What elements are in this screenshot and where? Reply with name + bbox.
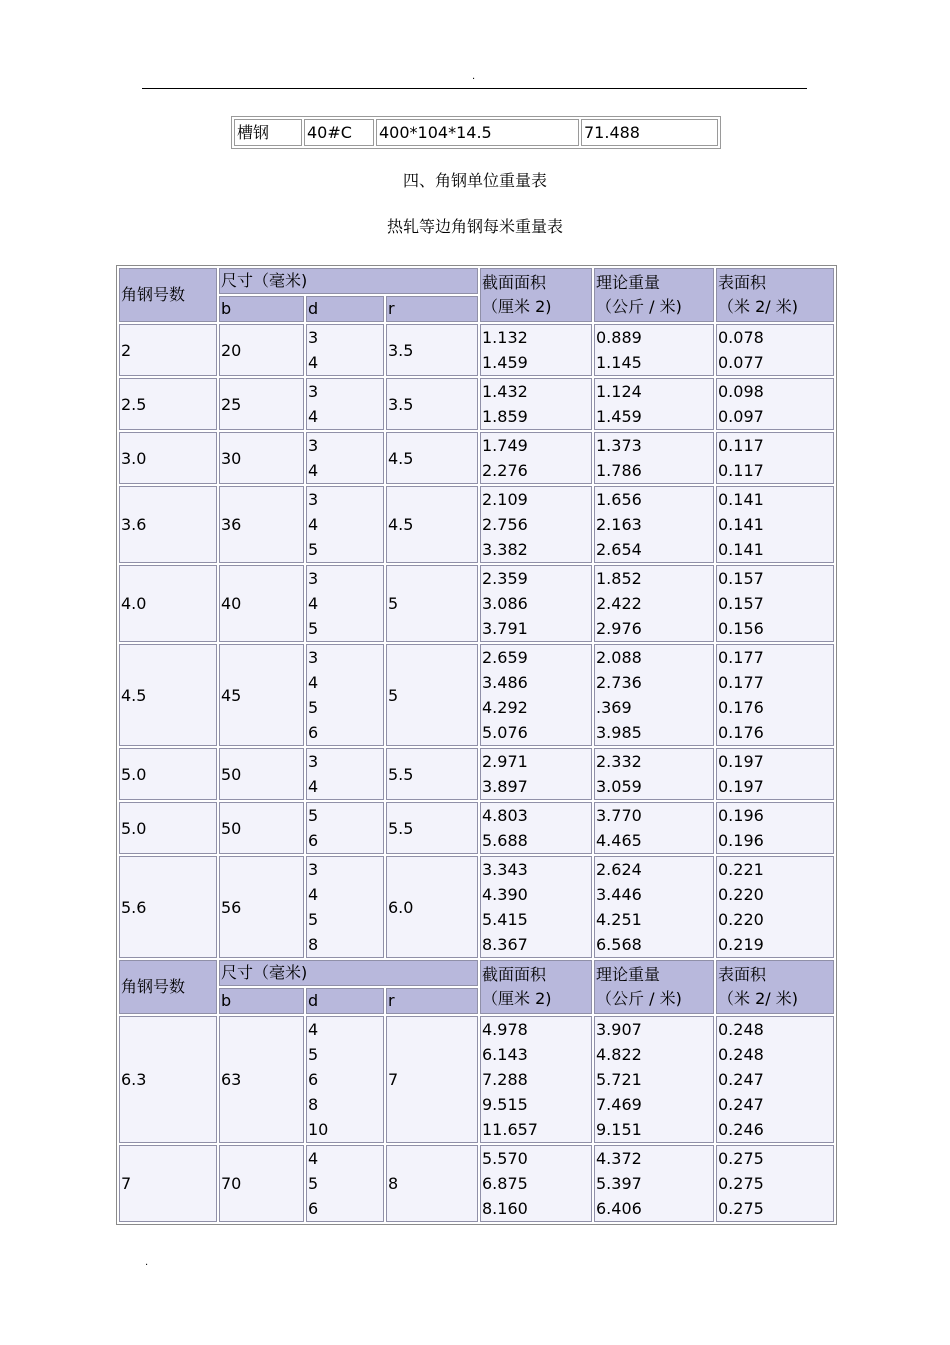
d-cell-value: 5 [308, 806, 319, 825]
weight-cell-value: 2.654 [596, 540, 642, 559]
header-size: 尺寸（毫米) [219, 268, 478, 294]
weight-cell-value: 4.372 [596, 1149, 642, 1168]
channel-weight-cell: 71.488 [581, 119, 718, 146]
angle-number-cell: 4.0 [119, 565, 217, 642]
weight-cell-value: 3.446 [596, 885, 642, 904]
d-cell-value: 3 [308, 436, 319, 455]
header-r: r [386, 988, 478, 1014]
surface-cell-value: 0.157 [718, 594, 764, 613]
d-cell-value: 4 [308, 407, 319, 426]
d-cell [306, 1016, 384, 1143]
weight-cell-value: 2.088 [596, 648, 642, 667]
area-cell-value: 3.086 [482, 594, 528, 613]
d-cell-value: 5 [308, 1045, 319, 1064]
area-cell [480, 378, 592, 430]
header-weight-line: （公斤 / 米) [596, 989, 682, 1008]
surface-cell [716, 324, 834, 376]
table-row [119, 486, 834, 563]
d-cell-value: 8 [308, 1095, 319, 1114]
d-cell [306, 378, 384, 430]
weight-cell-value: 2.163 [596, 515, 642, 534]
surface-cell-value: 0.078 [718, 328, 764, 347]
weight-cell [594, 486, 714, 563]
header-area-line: 截面面积 [482, 965, 547, 984]
header-area-line: （厘米 2) [482, 989, 552, 1008]
area-cell-value: 9.515 [482, 1095, 528, 1114]
surface-cell [716, 432, 834, 484]
area-cell-value: 3.791 [482, 619, 528, 638]
d-cell-value: 4 [308, 353, 319, 372]
area-cell [480, 802, 592, 854]
header-area [480, 268, 592, 322]
header-surface [716, 960, 834, 1014]
area-cell-value: 4.978 [482, 1020, 528, 1039]
d-cell [306, 324, 384, 376]
surface-cell-value: 0.196 [718, 806, 764, 825]
b-cell: 70 [219, 1145, 304, 1222]
table-header-row [119, 268, 834, 294]
area-cell-value: 2.659 [482, 648, 528, 667]
d-cell [306, 856, 384, 958]
area-cell-value: 5.415 [482, 910, 528, 929]
b-cell: 50 [219, 748, 304, 800]
header-area-line: 截面面积 [482, 273, 547, 292]
header-weight [594, 268, 714, 322]
area-cell [480, 432, 592, 484]
weight-cell-value: 9.151 [596, 1120, 642, 1139]
area-cell-value: 2.756 [482, 515, 528, 534]
weight-cell-value: 0.889 [596, 328, 642, 347]
r-cell: 5 [386, 644, 478, 746]
surface-cell-value: 0.246 [718, 1120, 764, 1139]
surface-cell [716, 565, 834, 642]
header-weight-line: （公斤 / 米) [596, 297, 682, 316]
surface-cell-value: 0.219 [718, 935, 764, 954]
r-cell: 3.5 [386, 378, 478, 430]
header-surface [716, 268, 834, 322]
d-cell [306, 565, 384, 642]
d-cell [306, 802, 384, 854]
d-cell-value: 5 [308, 910, 319, 929]
d-cell-value: 4 [308, 515, 319, 534]
area-cell-value: 11.657 [482, 1120, 538, 1139]
surface-cell-value: 0.177 [718, 648, 764, 667]
r-cell: 5 [386, 565, 478, 642]
angle-number-cell: 2.5 [119, 378, 217, 430]
surface-cell-value: 0.156 [718, 619, 764, 638]
footer-dot: . [145, 1257, 149, 1268]
area-cell-value: 2.359 [482, 569, 528, 588]
r-cell: 7 [386, 1016, 478, 1143]
d-cell-value: 3 [308, 490, 319, 509]
header-weight-line: 理论重量 [596, 965, 661, 984]
angle-number-cell: 3.6 [119, 486, 217, 563]
d-cell-value: 6 [308, 831, 319, 850]
area-cell-value: 2.971 [482, 752, 528, 771]
area-cell-value: 6.143 [482, 1045, 528, 1064]
header-surface-line: 表面积 [718, 273, 767, 292]
d-cell-value: 4 [308, 885, 319, 904]
d-cell-value: 5 [308, 619, 319, 638]
weight-cell-value: 6.568 [596, 935, 642, 954]
header-surface-line: （米 2/ 米) [718, 989, 798, 1008]
surface-cell [716, 644, 834, 746]
area-cell-value: 1.859 [482, 407, 528, 426]
weight-cell-value: 4.465 [596, 831, 642, 850]
surface-cell [716, 802, 834, 854]
area-cell-value: 2.109 [482, 490, 528, 509]
table-row [119, 856, 834, 958]
angle-number-cell: 5.0 [119, 802, 217, 854]
surface-cell-value: 0.196 [718, 831, 764, 850]
surface-cell-value: 0.221 [718, 860, 764, 879]
header-b: b [219, 988, 304, 1014]
weight-cell [594, 324, 714, 376]
b-cell: 25 [219, 378, 304, 430]
b-cell: 30 [219, 432, 304, 484]
angle-number-cell: 2 [119, 324, 217, 376]
area-cell-value: 3.897 [482, 777, 528, 796]
surface-cell-value: 0.098 [718, 382, 764, 401]
b-cell: 50 [219, 802, 304, 854]
header-d: d [306, 988, 384, 1014]
weight-cell-value: 3.985 [596, 723, 642, 742]
weight-cell [594, 748, 714, 800]
area-cell-value: 1.749 [482, 436, 528, 455]
d-cell [306, 644, 384, 746]
d-cell-value: 4 [308, 461, 319, 480]
header-rule [142, 88, 807, 89]
area-cell [480, 565, 592, 642]
weight-cell-value: 3.770 [596, 806, 642, 825]
surface-cell-value: 0.117 [718, 436, 764, 455]
table-row [119, 748, 834, 800]
b-cell: 40 [219, 565, 304, 642]
weight-cell-value: 1.852 [596, 569, 642, 588]
weight-cell-value: 1.459 [596, 407, 642, 426]
area-cell-value: 8.367 [482, 935, 528, 954]
d-cell [306, 748, 384, 800]
r-cell: 8 [386, 1145, 478, 1222]
b-cell: 45 [219, 644, 304, 746]
table-header-row [119, 960, 834, 986]
r-cell: 5.5 [386, 802, 478, 854]
channel-model-cell: 40#C [304, 119, 374, 146]
r-cell: 3.5 [386, 324, 478, 376]
area-cell-value: 7.288 [482, 1070, 528, 1089]
channel-steel-table [231, 116, 721, 149]
weight-cell-value: .369 [596, 698, 632, 717]
d-cell-value: 5 [308, 1174, 319, 1193]
angle-steel-weight-table [116, 265, 837, 1225]
weight-cell-value: 2.976 [596, 619, 642, 638]
header-dot: . [472, 71, 476, 82]
angle-number-cell: 4.5 [119, 644, 217, 746]
weight-cell-value: 5.397 [596, 1174, 642, 1193]
d-cell-value: 4 [308, 777, 319, 796]
d-cell-value: 3 [308, 648, 319, 667]
weight-cell-value: 5.721 [596, 1070, 642, 1089]
area-cell-value: 4.803 [482, 806, 528, 825]
surface-cell-value: 0.247 [718, 1070, 764, 1089]
surface-cell-value: 0.275 [718, 1199, 764, 1218]
d-cell-value: 4 [308, 594, 319, 613]
angle-number-cell: 6.3 [119, 1016, 217, 1143]
d-cell-value: 4 [308, 673, 319, 692]
table-row [119, 565, 834, 642]
surface-cell-value: 0.141 [718, 515, 764, 534]
area-cell-value: 2.276 [482, 461, 528, 480]
weight-cell-value: 2.624 [596, 860, 642, 879]
surface-cell-value: 0.220 [718, 885, 764, 904]
d-cell-value: 5 [308, 698, 319, 717]
surface-cell-value: 0.220 [718, 910, 764, 929]
table-row [119, 1145, 834, 1222]
d-cell-value: 8 [308, 935, 319, 954]
header-area-line: （厘米 2) [482, 297, 552, 316]
surface-cell-value: 0.247 [718, 1095, 764, 1114]
surface-cell-value: 0.097 [718, 407, 764, 426]
surface-cell-value: 0.197 [718, 752, 764, 771]
surface-cell [716, 378, 834, 430]
header-angle-number: 角钢号数 [119, 268, 217, 322]
d-cell-value: 6 [308, 1199, 319, 1218]
weight-cell-value: 3.907 [596, 1020, 642, 1039]
weight-cell [594, 565, 714, 642]
d-cell-value: 3 [308, 382, 319, 401]
d-cell-value: 10 [308, 1120, 329, 1139]
surface-cell [716, 748, 834, 800]
area-cell-value: 3.382 [482, 540, 528, 559]
r-cell: 4.5 [386, 486, 478, 563]
area-cell-value: 5.076 [482, 723, 528, 742]
angle-number-cell: 5.6 [119, 856, 217, 958]
d-cell-value: 3 [308, 328, 319, 347]
b-cell: 36 [219, 486, 304, 563]
d-cell-value: 5 [308, 540, 319, 559]
surface-cell-value: 0.176 [718, 698, 764, 717]
weight-cell [594, 432, 714, 484]
weight-cell-value: 2.422 [596, 594, 642, 613]
surface-cell-value: 0.117 [718, 461, 764, 480]
surface-cell [716, 486, 834, 563]
header-d: d [306, 296, 384, 322]
weight-cell-value: 1.124 [596, 382, 642, 401]
weight-cell-value: 1.786 [596, 461, 642, 480]
weight-cell-value: 1.656 [596, 490, 642, 509]
weight-cell-value: 4.822 [596, 1045, 642, 1064]
area-cell [480, 856, 592, 958]
table-title: 热轧等边角钢每米重量表 [386, 217, 563, 236]
surface-cell [716, 856, 834, 958]
weight-cell [594, 856, 714, 958]
weight-cell-value: 1.145 [596, 353, 642, 372]
weight-cell-value: 7.469 [596, 1095, 642, 1114]
surface-cell-value: 0.275 [718, 1149, 764, 1168]
weight-cell [594, 644, 714, 746]
d-cell [306, 486, 384, 563]
d-cell-value: 6 [308, 723, 319, 742]
area-cell [480, 486, 592, 563]
weight-cell [594, 378, 714, 430]
d-cell-value: 3 [308, 569, 319, 588]
table-row [119, 1016, 834, 1143]
header-surface-line: 表面积 [718, 965, 767, 984]
table-row [119, 432, 834, 484]
table-row [119, 802, 834, 854]
header-size: 尺寸（毫米) [219, 960, 478, 986]
b-cell: 56 [219, 856, 304, 958]
d-cell [306, 1145, 384, 1222]
area-cell-value: 4.292 [482, 698, 528, 717]
area-cell-value: 5.688 [482, 831, 528, 850]
surface-cell-value: 0.141 [718, 540, 764, 559]
area-cell [480, 1145, 592, 1222]
surface-cell [716, 1016, 834, 1143]
surface-cell [716, 1145, 834, 1222]
d-cell [306, 432, 384, 484]
header-angle-number: 角钢号数 [119, 960, 217, 1014]
area-cell [480, 1016, 592, 1143]
weight-cell [594, 1145, 714, 1222]
table-row [119, 324, 834, 376]
channel-size-cell: 400*104*14.5 [376, 119, 579, 146]
header-r: r [386, 296, 478, 322]
header-area [480, 960, 592, 1014]
d-cell-value: 4 [308, 1149, 319, 1168]
angle-number-cell: 5.0 [119, 748, 217, 800]
weight-cell-value: 6.406 [596, 1199, 642, 1218]
weight-cell-value: 4.251 [596, 910, 642, 929]
area-cell-value: 6.875 [482, 1174, 528, 1193]
area-cell [480, 324, 592, 376]
channel-type-cell: 槽钢 [234, 119, 302, 146]
area-cell-value: 1.132 [482, 328, 528, 347]
area-cell-value: 3.343 [482, 860, 528, 879]
surface-cell-value: 0.248 [718, 1045, 764, 1064]
weight-cell-value: 2.736 [596, 673, 642, 692]
surface-cell-value: 0.176 [718, 723, 764, 742]
weight-cell [594, 1016, 714, 1143]
d-cell-value: 3 [308, 752, 319, 771]
surface-cell-value: 0.077 [718, 353, 764, 372]
table-row [234, 119, 718, 146]
section-heading: 四、角钢单位重量表 [402, 171, 547, 190]
weight-cell-value: 3.059 [596, 777, 642, 796]
d-cell-value: 4 [308, 1020, 319, 1039]
header-b: b [219, 296, 304, 322]
surface-cell-value: 0.141 [718, 490, 764, 509]
weight-cell-value: 1.373 [596, 436, 642, 455]
header-surface-line: （米 2/ 米) [718, 297, 798, 316]
surface-cell-value: 0.197 [718, 777, 764, 796]
r-cell: 4.5 [386, 432, 478, 484]
angle-number-cell: 7 [119, 1145, 217, 1222]
d-cell-value: 6 [308, 1070, 319, 1089]
area-cell-value: 5.570 [482, 1149, 528, 1168]
area-cell [480, 644, 592, 746]
d-cell-value: 3 [308, 860, 319, 879]
table-row [119, 378, 834, 430]
header-weight [594, 960, 714, 1014]
b-cell: 63 [219, 1016, 304, 1143]
r-cell: 6.0 [386, 856, 478, 958]
area-cell-value: 3.486 [482, 673, 528, 692]
weight-cell [594, 802, 714, 854]
surface-cell-value: 0.275 [718, 1174, 764, 1193]
weight-cell-value: 2.332 [596, 752, 642, 771]
area-cell [480, 748, 592, 800]
b-cell: 20 [219, 324, 304, 376]
header-weight-line: 理论重量 [596, 273, 661, 292]
area-cell-value: 8.160 [482, 1199, 528, 1218]
surface-cell-value: 0.177 [718, 673, 764, 692]
angle-number-cell: 3.0 [119, 432, 217, 484]
area-cell-value: 4.390 [482, 885, 528, 904]
area-cell-value: 1.459 [482, 353, 528, 372]
surface-cell-value: 0.157 [718, 569, 764, 588]
surface-cell-value: 0.248 [718, 1020, 764, 1039]
r-cell: 5.5 [386, 748, 478, 800]
table-row [119, 644, 834, 746]
area-cell-value: 1.432 [482, 382, 528, 401]
